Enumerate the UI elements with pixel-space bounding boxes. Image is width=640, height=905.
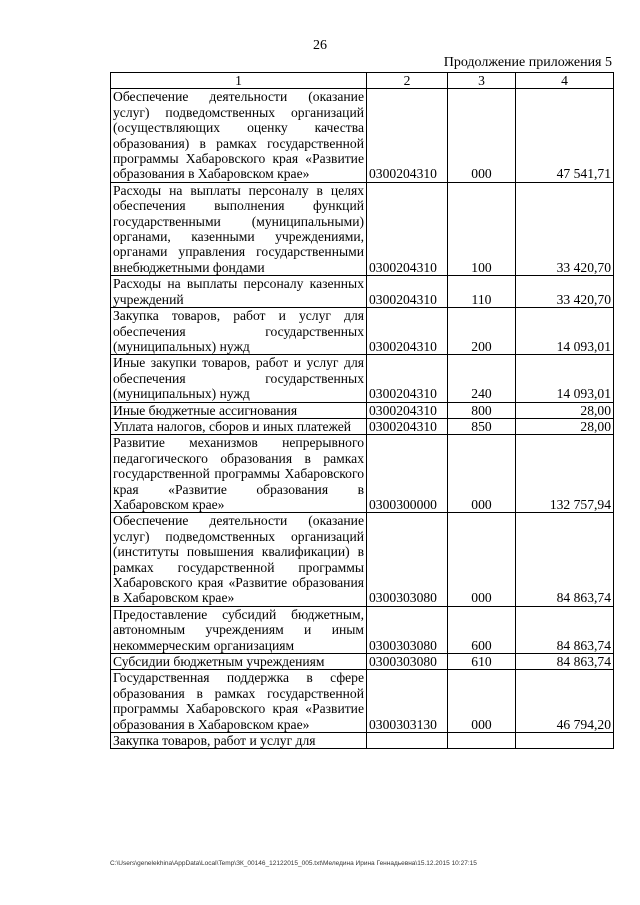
- header-col-4: 4: [516, 73, 614, 89]
- row-target-code: 0300204310: [367, 276, 448, 308]
- table-row: [111, 402, 614, 418]
- table-row: [111, 435, 614, 513]
- row-expense-type: 200: [448, 308, 516, 355]
- row-target-code: 0300204310: [367, 182, 448, 275]
- row-expense-type: 610: [448, 654, 516, 670]
- row-expense-type: 240: [448, 355, 516, 402]
- row-name: Уплата налогов, сборов и иных платежей: [111, 418, 367, 434]
- row-name: Обеспечение деятельности (оказание услуг) подведомственных организаций (институты повышения квалификации) в рамках государственной программы Хабаровского края «Развитие образования в Хабаровском крае»: [111, 513, 367, 606]
- table-row: [111, 670, 614, 733]
- row-amount: 33 420,70: [516, 276, 614, 308]
- row-name: Иные бюджетные ассигнования: [111, 402, 367, 418]
- row-expense-type: [448, 733, 516, 749]
- row-amount: 132 757,94: [516, 435, 614, 513]
- row-amount: 84 863,74: [516, 606, 614, 653]
- row-expense-type: 800: [448, 402, 516, 418]
- header-col-1: 1: [111, 73, 367, 89]
- row-name: Предоставление субсидий бюджетным, автономным учреждениям и иным некоммерческим организациям: [111, 606, 367, 653]
- table-row: [111, 606, 614, 653]
- row-name: Обеспечение деятельности (оказание услуг) подведомственных организаций (осуществляющих оценку качества образования) в рамках государственной программы Хабаровского края «Развитие образования в Хабаровском крае»: [111, 89, 367, 182]
- row-target-code: 0300204310: [367, 355, 448, 402]
- row-expense-type: 600: [448, 606, 516, 653]
- row-amount: 14 093,01: [516, 308, 614, 355]
- row-amount: 46 794,20: [516, 670, 614, 733]
- file-path-footer: C:\Users\genelekhina\AppData\Local\Temp\ЗК_00146_12122015_005.txt\Меледина Ирина Геннадьевна\15.12.2015 10:27:15: [110, 860, 477, 867]
- table-row: [111, 182, 614, 275]
- row-name: Государственная поддержка в сфере образования в рамках государственной программы Хабаровского края «Развитие образования в Хабаровском крае»: [111, 670, 367, 733]
- continuation-caption: Продолжение приложения 5: [443, 55, 612, 70]
- row-target-code: 0300300000: [367, 435, 448, 513]
- row-name: Развитие механизмов непрерывного педагогического образования в рамках государственной программы Хабаровского края «Развитие образования в Хабаровском крае»: [111, 435, 367, 513]
- table-row: [111, 308, 614, 355]
- row-expense-type: 100: [448, 182, 516, 275]
- row-target-code: 0300204310: [367, 402, 448, 418]
- table-row: [111, 513, 614, 606]
- row-amount: [516, 733, 614, 749]
- budget-table: [110, 72, 614, 749]
- row-amount: 84 863,74: [516, 513, 614, 606]
- row-target-code: 0300204310: [367, 89, 448, 182]
- row-amount: 28,00: [516, 402, 614, 418]
- row-name: Иные закупки товаров, работ и услуг для обеспечения государственных (муниципальных) нужд: [111, 355, 367, 402]
- page-number: 26: [313, 38, 327, 53]
- row-name: Расходы на выплаты персоналу казенных учреждений: [111, 276, 367, 308]
- row-expense-type: 000: [448, 513, 516, 606]
- table-row: [111, 654, 614, 670]
- row-expense-type: 000: [448, 670, 516, 733]
- row-expense-type: 110: [448, 276, 516, 308]
- row-target-code: 0300303080: [367, 654, 448, 670]
- table-row: [111, 418, 614, 434]
- table-row: [111, 89, 614, 182]
- row-target-code: 0300303130: [367, 670, 448, 733]
- row-target-code: [367, 733, 448, 749]
- row-amount: 84 863,74: [516, 654, 614, 670]
- row-name: Расходы на выплаты персоналу в целях обеспечения выполнения функций государственными (муниципальными) органами, казенными учреждениями, органами управления государственными внебюджетными фондами: [111, 182, 367, 275]
- table-row: [111, 733, 614, 749]
- row-target-code: 0300204310: [367, 418, 448, 434]
- row-target-code: 0300303080: [367, 513, 448, 606]
- row-amount: 28,00: [516, 418, 614, 434]
- row-expense-type: 850: [448, 418, 516, 434]
- row-expense-type: 000: [448, 89, 516, 182]
- row-name: Закупка товаров, работ и услуг для: [111, 733, 367, 749]
- table-row: [111, 355, 614, 402]
- row-name: Закупка товаров, работ и услуг для обеспечения государственных (муниципальных) нужд: [111, 308, 367, 355]
- header-row: [111, 73, 614, 89]
- header-col-2: 2: [367, 73, 448, 89]
- row-amount: 47 541,71: [516, 89, 614, 182]
- row-amount: 14 093,01: [516, 355, 614, 402]
- header-col-3: 3: [448, 73, 516, 89]
- row-target-code: 0300204310: [367, 308, 448, 355]
- row-target-code: 0300303080: [367, 606, 448, 653]
- row-amount: 33 420,70: [516, 182, 614, 275]
- row-expense-type: 000: [448, 435, 516, 513]
- row-name: Субсидии бюджетным учреждениям: [111, 654, 367, 670]
- table-row: [111, 276, 614, 308]
